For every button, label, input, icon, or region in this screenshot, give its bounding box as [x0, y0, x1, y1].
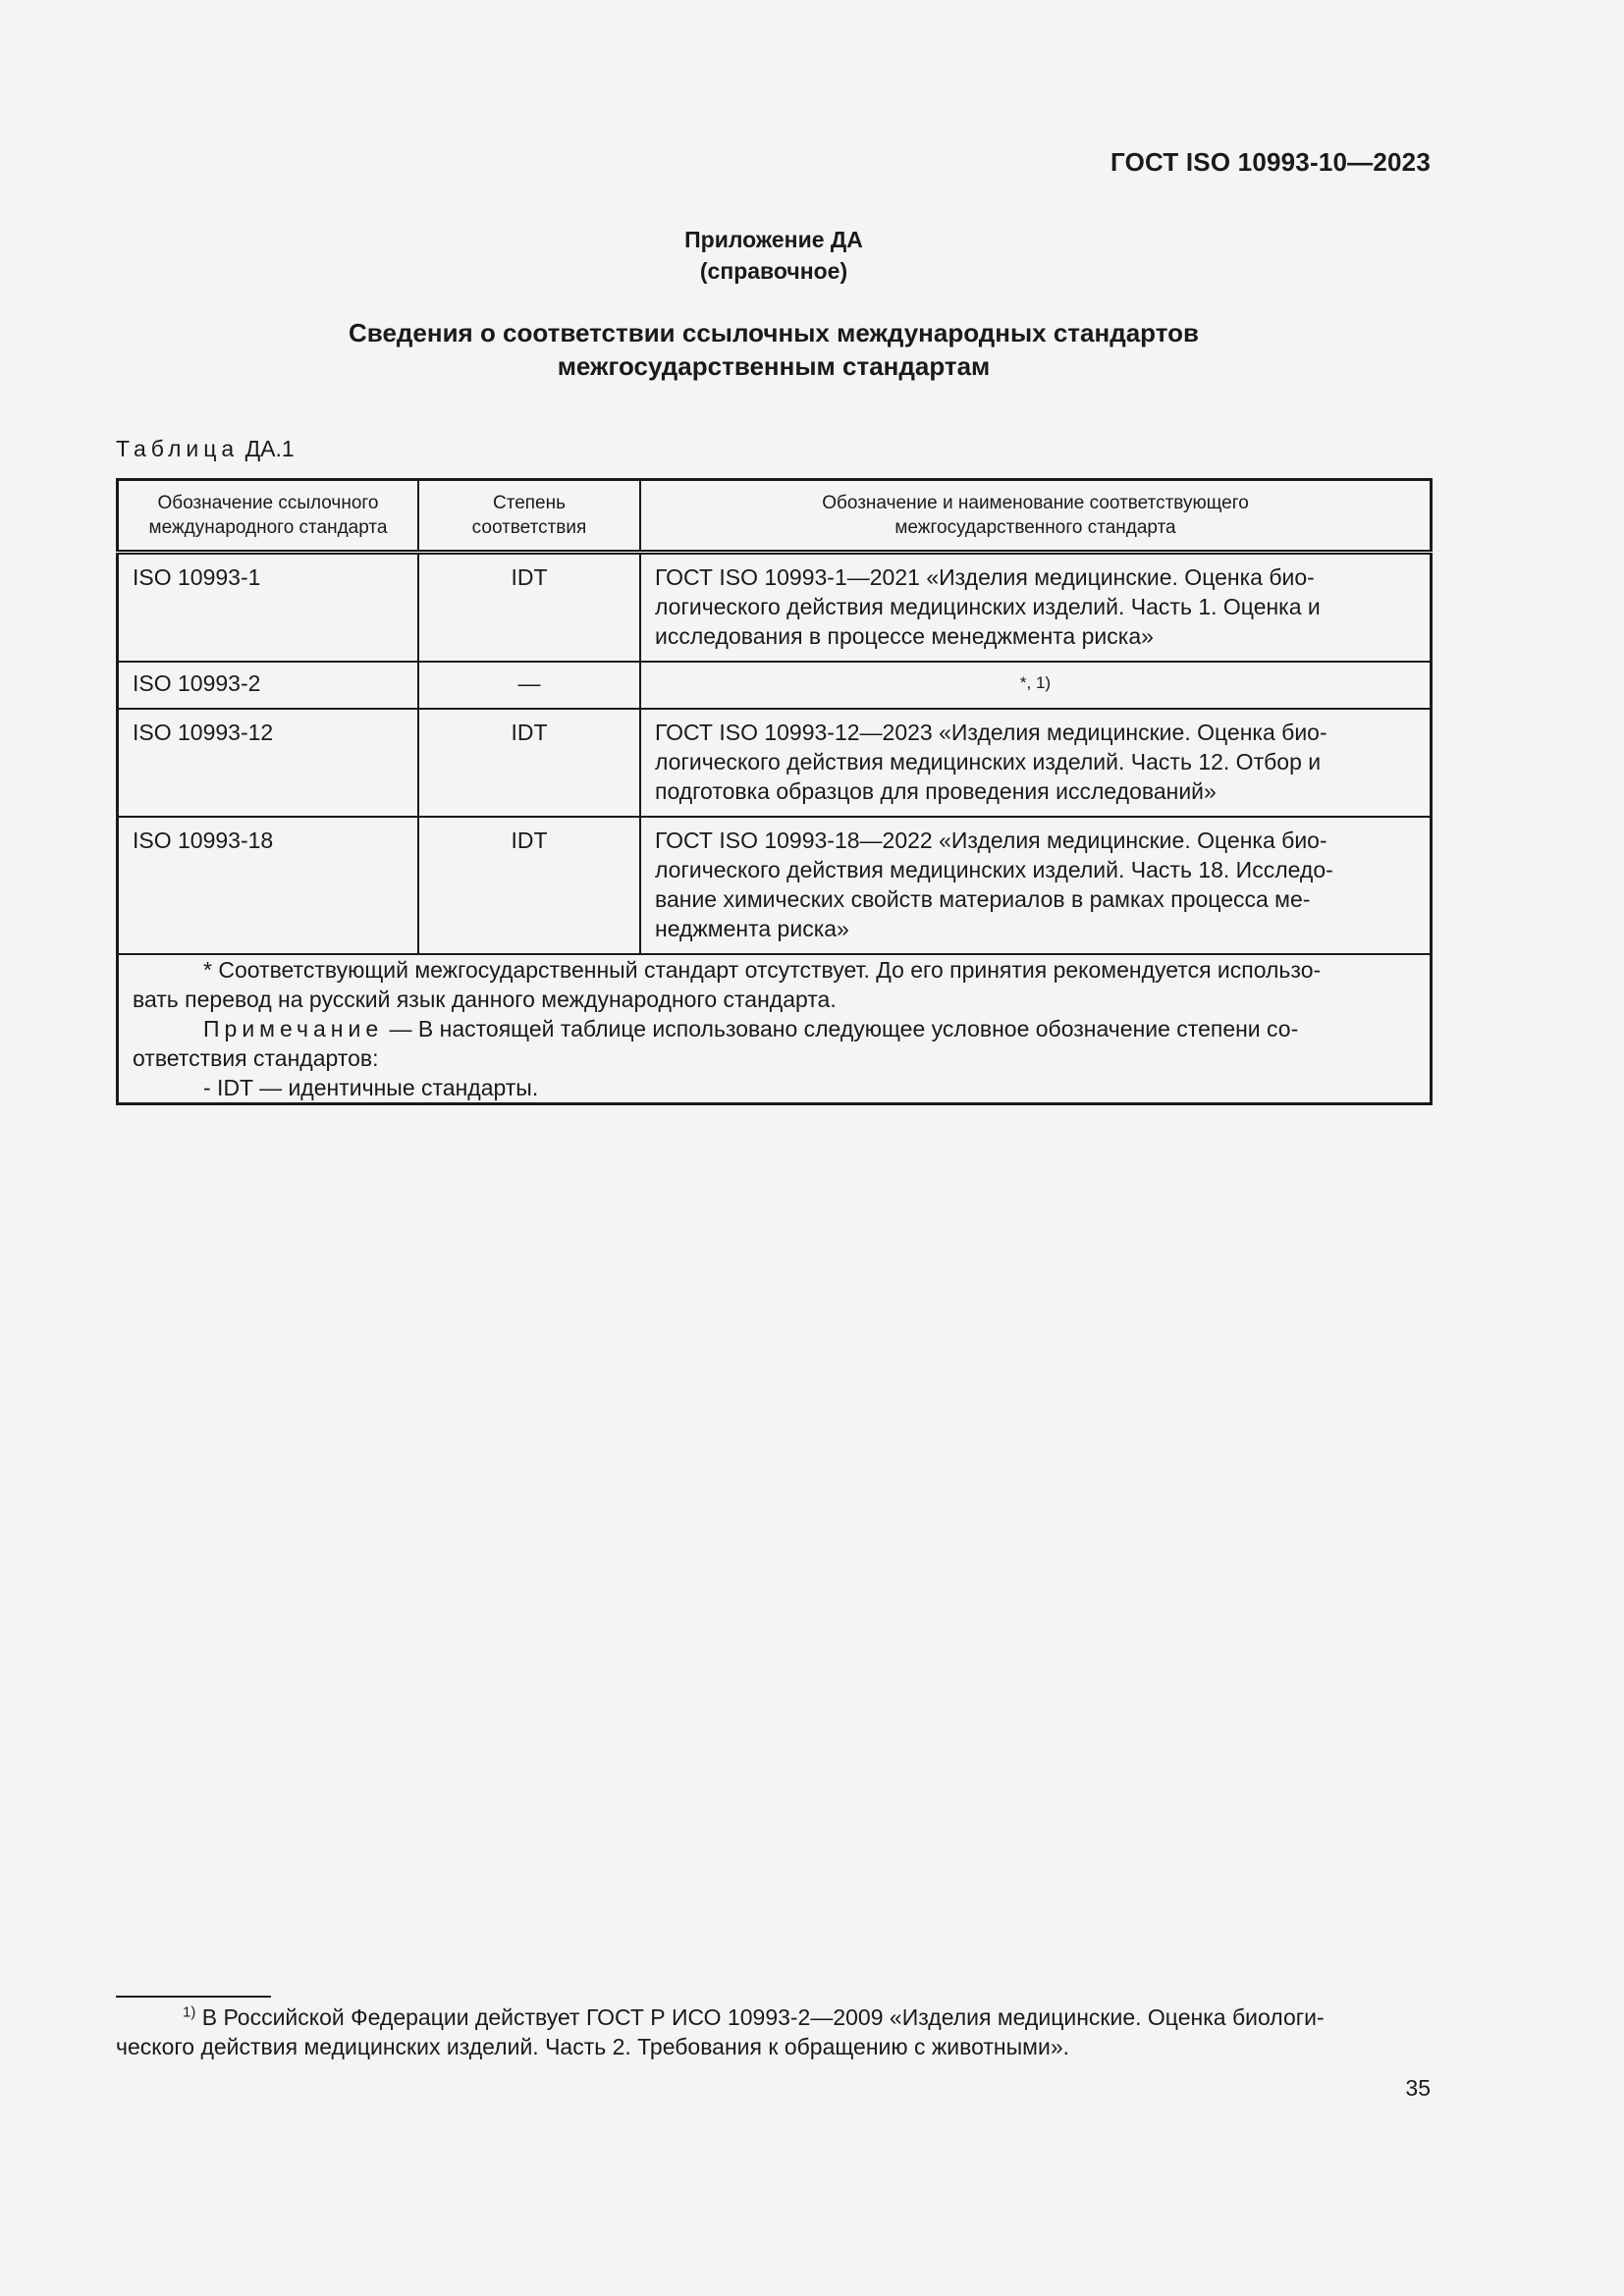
- footnote-line1: $^{1)}$ В Российской Федерации действует ГОСТ Р ИСО 10993-2—2009 «Изделия медицинские. Оценка биологи-: [183, 2003, 1325, 2030]
- standards-table: [116, 478, 1433, 1105]
- page-number: 35: [1405, 2075, 1431, 2101]
- section-title-line2: межгосударственным стандартам: [557, 351, 991, 381]
- cell-description: [640, 662, 1432, 709]
- header-degree: Степень соответствия: [418, 480, 640, 553]
- table-label: [116, 436, 295, 462]
- cell-degree: —: [418, 662, 640, 709]
- footnote-marker: 1): [183, 2003, 196, 2021]
- asterisk-note-line2: вать перевод на русский язык данного международного стандарта.: [133, 987, 837, 1012]
- table-row: [118, 553, 1432, 663]
- note-line1: Примечание — В настоящей таблице использовано следующее условное обозначение степени со-: [203, 1016, 1299, 1041]
- cell-description: ГОСТ ISO 10993-18—2022 «Изделия медицинские. Оценка био- логического действия медицинских изделий. Часть 18. Исследо- вание химических свойств материалов в рамках процесса ме- неджмента риска»: [640, 817, 1432, 954]
- cell-ref: ISO 10993-2: [118, 662, 419, 709]
- table-row: [118, 709, 1432, 817]
- cell-description: ГОСТ ISO 10993-12—2023 «Изделия медицинские. Оценка био- логического действия медицинских изделий. Часть 12. Отбор и подготовка образцов для проведения исследований»: [640, 709, 1432, 817]
- cell-ref: ISO 10993-18: [118, 817, 419, 954]
- note-line2: ответствия стандартов:: [133, 1045, 379, 1071]
- header-ref-standard: Обозначение ссылочного международного стандарта: [118, 480, 419, 553]
- header-interstate-standard: Обозначение и наименование соответствующего межгосударственного стандарта: [640, 480, 1432, 553]
- cell-description: ГОСТ ISO 10993-1—2021 «Изделия медицинские. Оценка био- логического действия медицинских изделий. Часть 1. Оценка и исследования в процессе менеджмента риска»: [640, 553, 1432, 663]
- section-title-line1: Сведения о соответствии ссылочных международных стандартов: [349, 318, 1199, 347]
- annex-title: Приложение ДА: [684, 227, 863, 252]
- cell-degree: IDT: [418, 553, 640, 663]
- cell-ref: ISO 10993-1: [118, 553, 419, 663]
- footnote-divider: [116, 1996, 271, 1998]
- footnote: [116, 2002, 1433, 2061]
- table-notes: [118, 954, 1432, 1104]
- footnote-marker: *, 1): [1019, 673, 1052, 692]
- table-header-row: [118, 480, 1432, 553]
- table-row: [118, 662, 1432, 709]
- cell-degree: IDT: [418, 709, 640, 817]
- table-row: [118, 817, 1432, 954]
- cell-ref: ISO 10993-12: [118, 709, 419, 817]
- asterisk-note-line1: * Соответствующий межгосударственный стандарт отсутствует. До его принятия рекомендуется использо-: [203, 957, 1322, 983]
- table-label-word: Таблица: [116, 436, 240, 461]
- table-label-number: ДА.1: [244, 436, 295, 461]
- cell-degree: IDT: [418, 817, 640, 954]
- section-title: [0, 316, 1547, 383]
- footnote-line2: ческого действия медицинских изделий. Часть 2. Требования к обращению с животными».: [116, 2034, 1069, 2059]
- note-item: - IDT — идентичные стандарты.: [203, 1075, 539, 1100]
- annex-kind: (справочное): [699, 258, 848, 284]
- annex-heading: [0, 224, 1547, 287]
- table-notes-row: [118, 954, 1432, 1104]
- note-word: Примечание: [203, 1016, 384, 1041]
- document-code: ГОСТ ISO 10993-10—2023: [1110, 147, 1431, 177]
